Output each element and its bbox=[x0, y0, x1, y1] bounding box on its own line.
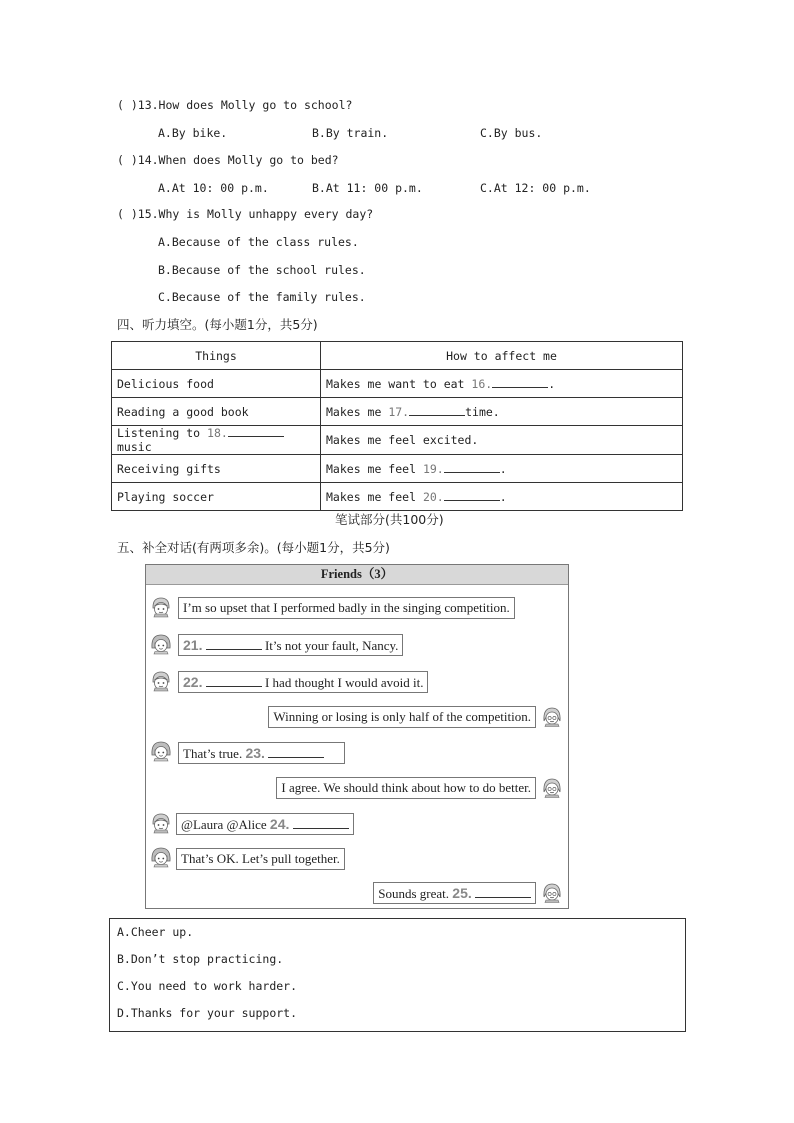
answer-paren[interactable]: ( ) bbox=[117, 153, 138, 167]
effect-cell: Makes me 17. time. bbox=[321, 398, 683, 426]
option-15c: C.Because of the family rules. bbox=[158, 290, 366, 304]
question-14 bbox=[117, 153, 339, 167]
table-row bbox=[112, 398, 683, 426]
blank-number-17: 17. bbox=[388, 404, 410, 419]
chat-message: Winning or losing is only half of the competition. bbox=[268, 706, 536, 728]
option-15a: A.Because of the class rules. bbox=[158, 235, 359, 249]
table-row bbox=[112, 426, 683, 455]
question-stem: 13.How does Molly go to school? bbox=[137, 98, 353, 112]
chat-message: Sounds great. 25. bbox=[373, 882, 536, 904]
effect-cell: Makes me want to eat 16. . bbox=[321, 370, 683, 398]
chat-message: 21. It’s not your fault, Nancy. bbox=[178, 634, 403, 656]
chat-message: 22. I had thought I would avoid it. bbox=[178, 671, 428, 693]
thing-cell: Receiving gifts bbox=[112, 455, 321, 483]
answer-options-box bbox=[109, 918, 686, 1032]
thing-cell: Listening to 18. music bbox=[112, 426, 321, 455]
answer-blank-25[interactable] bbox=[475, 885, 531, 898]
effect-cell: Makes me feel 20. . bbox=[321, 483, 683, 511]
blank-number-16: 16. bbox=[471, 376, 493, 391]
column-header-things: Things bbox=[112, 342, 321, 370]
friend-avatar-icon bbox=[150, 846, 172, 868]
blank-number-18: 18. bbox=[207, 426, 228, 440]
blank-number-24: 24. bbox=[269, 816, 290, 832]
chat-message: That’s true. 23. bbox=[178, 742, 345, 764]
option-14c: C.At 12: 00 p.m. bbox=[480, 181, 591, 195]
question-13 bbox=[117, 98, 352, 112]
answer-blank-19[interactable] bbox=[444, 462, 500, 473]
friend-avatar-icon bbox=[150, 740, 172, 762]
written-part-heading: 笔试部分(共100分) bbox=[335, 512, 444, 527]
table-row bbox=[112, 370, 683, 398]
effect-cell: Makes me feel excited. bbox=[321, 426, 683, 455]
nancy-avatar-icon bbox=[150, 670, 172, 692]
answer-blank-16[interactable] bbox=[492, 377, 548, 388]
answer-paren[interactable]: ( ) bbox=[117, 98, 138, 112]
blank-number-20: 20. bbox=[422, 489, 444, 504]
answer-blank-17[interactable] bbox=[409, 405, 465, 416]
thing-cell: Delicious food bbox=[112, 370, 321, 398]
chat-message: I agree. We should think about how to do better. bbox=[276, 777, 536, 799]
blank-number-21: 21. bbox=[183, 637, 203, 653]
nancy-avatar-icon bbox=[150, 812, 172, 834]
column-header-effect: How to affect me bbox=[321, 342, 683, 370]
friend-avatar-icon bbox=[541, 881, 563, 903]
thing-cell: Reading a good book bbox=[112, 398, 321, 426]
question-stem: 14.When does Molly go to bed? bbox=[137, 153, 339, 167]
table-header-row bbox=[112, 342, 683, 370]
effect-cell: Makes me feel 19. . bbox=[321, 455, 683, 483]
option-c: C.You need to work harder. bbox=[117, 979, 298, 993]
nancy-avatar-icon bbox=[150, 596, 172, 618]
option-15b: B.Because of the school rules. bbox=[158, 263, 366, 277]
chat-message: That’s OK. Let’s pull together. bbox=[176, 848, 345, 870]
blank-number-19: 19. bbox=[422, 461, 444, 476]
friend-avatar-icon bbox=[150, 633, 172, 655]
option-d: D.Thanks for your support. bbox=[117, 1006, 298, 1020]
chat-message: I’m so upset that I performed badly in the singing competition. bbox=[178, 597, 515, 619]
option-13c: C.By bus. bbox=[480, 126, 543, 140]
section-4-heading: 四、听力填空。(每小题1分，共5分) bbox=[117, 317, 318, 332]
section-5-heading: 五、补全对话(有两项多余)。(每小题1分，共5分) bbox=[117, 540, 390, 555]
option-b: B.Don’t stop practicing. bbox=[117, 952, 284, 966]
answer-blank-21[interactable] bbox=[206, 637, 262, 650]
thing-cell: Playing soccer bbox=[112, 483, 321, 511]
blank-number-22: 22. bbox=[183, 674, 203, 690]
chat-window bbox=[145, 564, 569, 909]
answer-blank-23[interactable] bbox=[268, 745, 324, 758]
table-row bbox=[112, 455, 683, 483]
listening-table bbox=[111, 341, 683, 511]
answer-blank-24[interactable] bbox=[293, 816, 349, 829]
option-14a: A.At 10: 00 p.m. bbox=[158, 181, 269, 195]
answer-blank-18[interactable] bbox=[228, 426, 284, 437]
question-15 bbox=[117, 207, 373, 221]
answer-paren[interactable]: ( ) bbox=[117, 207, 138, 221]
option-13b: B.By train. bbox=[312, 126, 389, 140]
option-14b: B.At 11: 00 p.m. bbox=[312, 181, 423, 195]
friend-avatar-icon bbox=[541, 776, 563, 798]
chat-message: @Laura @Alice 24. bbox=[176, 813, 354, 835]
chat-title: Friends（3） bbox=[146, 565, 568, 585]
option-a: A.Cheer up. bbox=[117, 925, 194, 939]
question-stem: 15.Why is Molly unhappy every day? bbox=[137, 207, 374, 221]
table-row bbox=[112, 483, 683, 511]
friend-avatar-icon bbox=[541, 705, 563, 727]
answer-blank-20[interactable] bbox=[444, 490, 500, 501]
blank-number-23: 23. bbox=[245, 745, 265, 761]
blank-number-25: 25. bbox=[452, 885, 472, 901]
answer-blank-22[interactable] bbox=[206, 674, 262, 687]
option-13a: A.By bike. bbox=[158, 126, 228, 140]
